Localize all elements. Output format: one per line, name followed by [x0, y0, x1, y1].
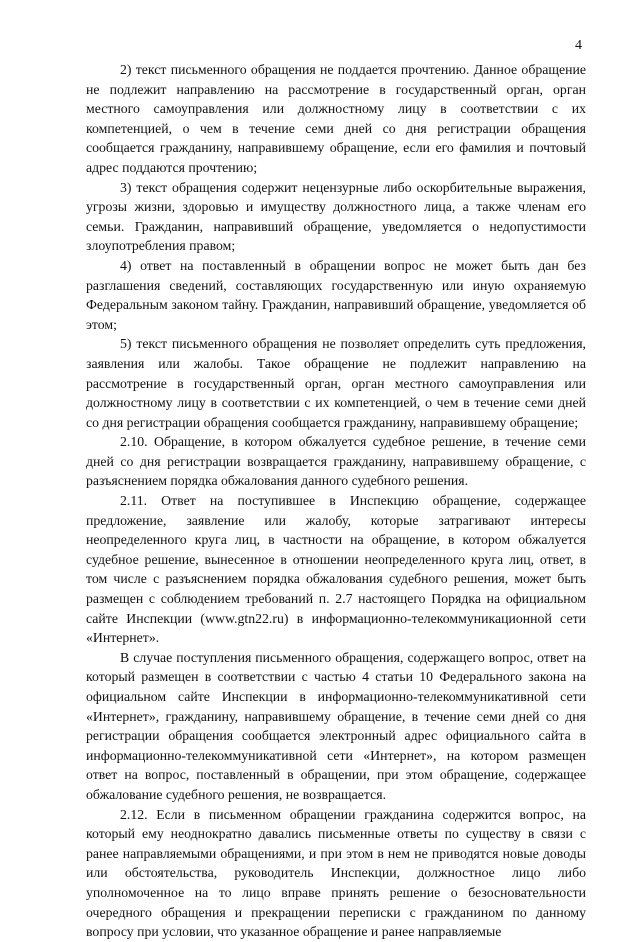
paragraph-item-2: 2) текст письменного обращения не поддается прочтению. Данное обращение не подлежит направлению на рассмотрение в государственный орган, орган местного самоуправления или должностному лицу в соответствии с их компетенцией, о чем в течение семи дней со дня регистрации обращения сообщается гражданину, направившему обращение, если его фамилия и почтовый адрес поддаются прочтению; [86, 62, 586, 175]
paragraph-internet-answer: В случае поступления письменного обращения, содержащего вопрос, ответ на который размещен в соответствии с частью 4 статьи 10 Федерального закона на официальном сайте Инспекции в информационно-телекоммуникативной сети «Интернет», гражданину, направившему обращение, в течение семи дней со дня регистрации обращения сообщается электронный адрес официального сайта в информационно-телекоммуникативной сети «Интернет», на котором размещен ответ на вопрос, поставленный в обращении, при этом обращение, содержащее обжалование судебного решения, не возвращается. [86, 649, 586, 802]
paragraph-clause-2-11: 2.11. Ответ на поступившее в Инспекцию обращение, содержащее предложение, заявление или жалобу, которые затрагивают интересы неопределенного круга лиц, в частности на обращение, в котором обжалуется судебное решение, вынесенное в отношении неопределенного круга лиц, ответ, в том числе с разъяснением порядка обжалования судебного решения, может быть размещен с соблюдением требований п. 2.7 настоящего Порядка на официальном сайте Инспекции (www.gtn22.ru) в информационно-телекоммуникационной сети «Интернет». [86, 493, 586, 646]
paragraph-item-4: 4) ответ на поставленный в обращении вопрос не может быть дан без разглашения сведений, составляющих государственную или иную охраняемую Федеральным законом тайну. Гражданин, направивший обращение, уведомляется об этом; [86, 257, 586, 332]
document-body [86, 60, 586, 942]
paragraph-clause-2-10: 2.10. Обращение, в котором обжалуется судебное решение, в течение семи дней со дня регистрации возвращается гражданину, направившему обращение, с разъяснением порядка обжалования данного судебного решения. [86, 434, 586, 489]
paragraph-clause-2-12: 2.12. Если в письменном обращении гражданина содержится вопрос, на который ему неоднократно давались письменные ответы по существу в связи с ранее направляемыми обращениями, и при этом в нем не приводятся новые доводы или обстоятельства, руководитель Инспекции, должностное лицо либо уполномоченное на то лицо вправе принять решение о безосновательности очередного обращения и прекращении переписки с гражданином по данному вопросу при условии, что указанное обращение и ранее направляемые [86, 806, 586, 940]
paragraph-item-3: 3) текст обращения содержит нецензурные либо оскорбительные выражения, угрозы жизни, здоровью и имуществу должностного лица, а также членам его семьи. Гражданин, направивший обращение, уведомляется о недопустимости злоупотребления правом; [86, 179, 586, 254]
paragraph-item-5: 5) текст письменного обращения не позволяет определить суть предложения, заявления или жалобы. Такое обращение не подлежит направлению на рассмотрение в государственный орган, орган местного самоуправления или должностному лицу в соответствии с их компетенцией, о чем в течение семи дней со дня регистрации обращения сообщается гражданину, направившему обращение; [86, 336, 586, 430]
page-number: 4 [575, 38, 582, 53]
